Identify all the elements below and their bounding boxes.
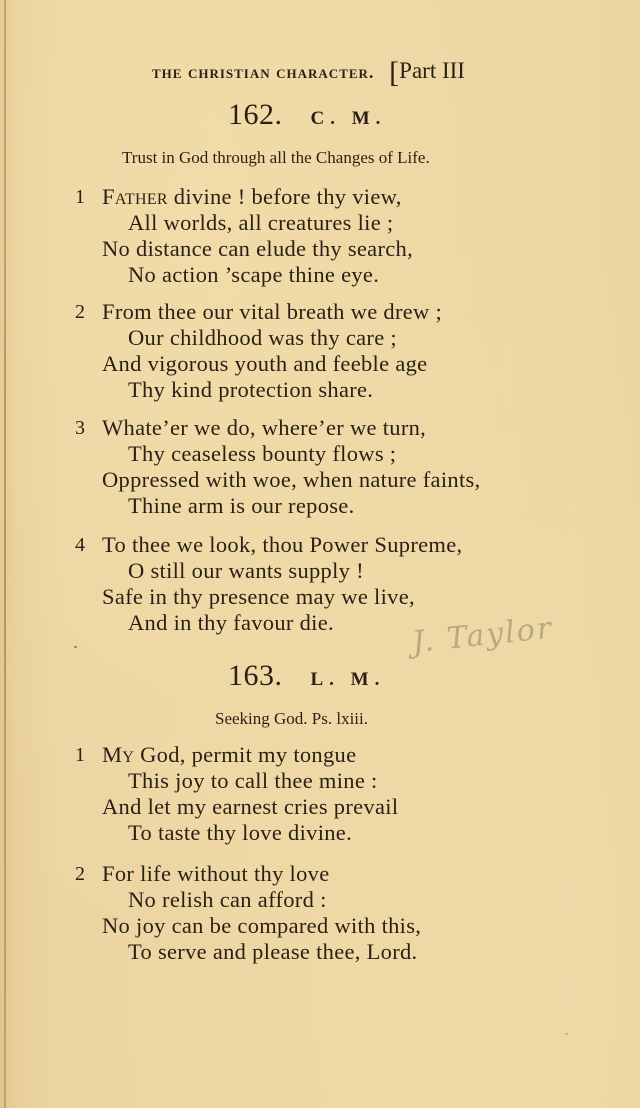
verse-line: Oppressed with woe, when nature faints, [102, 467, 481, 492]
hymn-162-heading [228, 98, 386, 132]
verse-line: No action ’scape thine eye. [128, 262, 380, 287]
verse-line: To serve and please thee, Lord. [128, 939, 418, 964]
verse-line: And in thy favour die. [128, 610, 334, 635]
stanza-number: 4 [75, 534, 85, 556]
running-head-part [389, 56, 465, 89]
verse-line-text: divine ! before thy view, [167, 184, 402, 209]
lead-small-caps: Father [102, 184, 168, 209]
verse-line: No joy can be compared with this, [102, 913, 422, 938]
verse-line: From thee our vital breath we drew ; [102, 299, 443, 324]
verse-line: Our childhood was thy care ; [128, 325, 397, 350]
verse-line [102, 184, 402, 210]
handwritten-signature: J. Taylor [410, 610, 555, 661]
verse-line: Thy kind protection share. [128, 377, 374, 402]
stanza-number: 3 [75, 417, 85, 439]
verse-line: All worlds, all creatures lie ; [128, 210, 394, 235]
stanza-number: 1 [75, 744, 85, 766]
verse-line: No distance can elude thy search, [102, 236, 414, 261]
verse-line: And let my earnest cries prevail [102, 794, 399, 819]
lead-small-caps: My [102, 742, 135, 767]
hymn-meter: L. M. [310, 669, 386, 690]
page-gutter-line [4, 0, 6, 1108]
paper-speck [565, 1033, 568, 1035]
verse-line: O still our wants supply ! [128, 558, 364, 583]
verse-line-text: God, permit my tongue [134, 742, 357, 767]
verse-line: Safe in thy presence may we live, [102, 584, 415, 609]
hymn-number: 163. [228, 659, 283, 692]
hymn-162-subtitle: Trust in God through all the Changes of Life. [122, 148, 430, 167]
hymn-163-subtitle: Seeking God. Ps. lxiii. [215, 709, 369, 728]
hymn-meter: C. M. [310, 108, 387, 129]
verse-line [102, 742, 356, 768]
part-label: Part III [399, 58, 465, 83]
hymn-number: 162. [228, 98, 283, 131]
verse-line: Thy ceaseless bounty flows ; [128, 441, 397, 466]
verse-line: Whate’er we do, where’er we turn, [102, 415, 427, 440]
running-head-title: the christian character. [152, 62, 375, 82]
verse-line: This joy to call thee mine : [128, 768, 378, 793]
verse-line: And vigorous youth and feeble age [102, 351, 428, 376]
stanza-number: 2 [75, 863, 85, 885]
stanza-number: 1 [75, 186, 85, 208]
verse-line: No relish can afford : [128, 887, 327, 912]
hymn-163-heading [228, 659, 385, 693]
part-bracket: [ [389, 56, 400, 89]
paper-speck [74, 646, 77, 648]
verse-line: To taste thy love divine. [128, 820, 353, 845]
verse-line: To thee we look, thou Power Supreme, [102, 532, 463, 557]
verse-line: Thine arm is our repose. [128, 493, 355, 518]
running-head [152, 56, 465, 90]
stanza-number: 2 [75, 301, 85, 323]
verse-line: For life without thy love [102, 861, 330, 886]
